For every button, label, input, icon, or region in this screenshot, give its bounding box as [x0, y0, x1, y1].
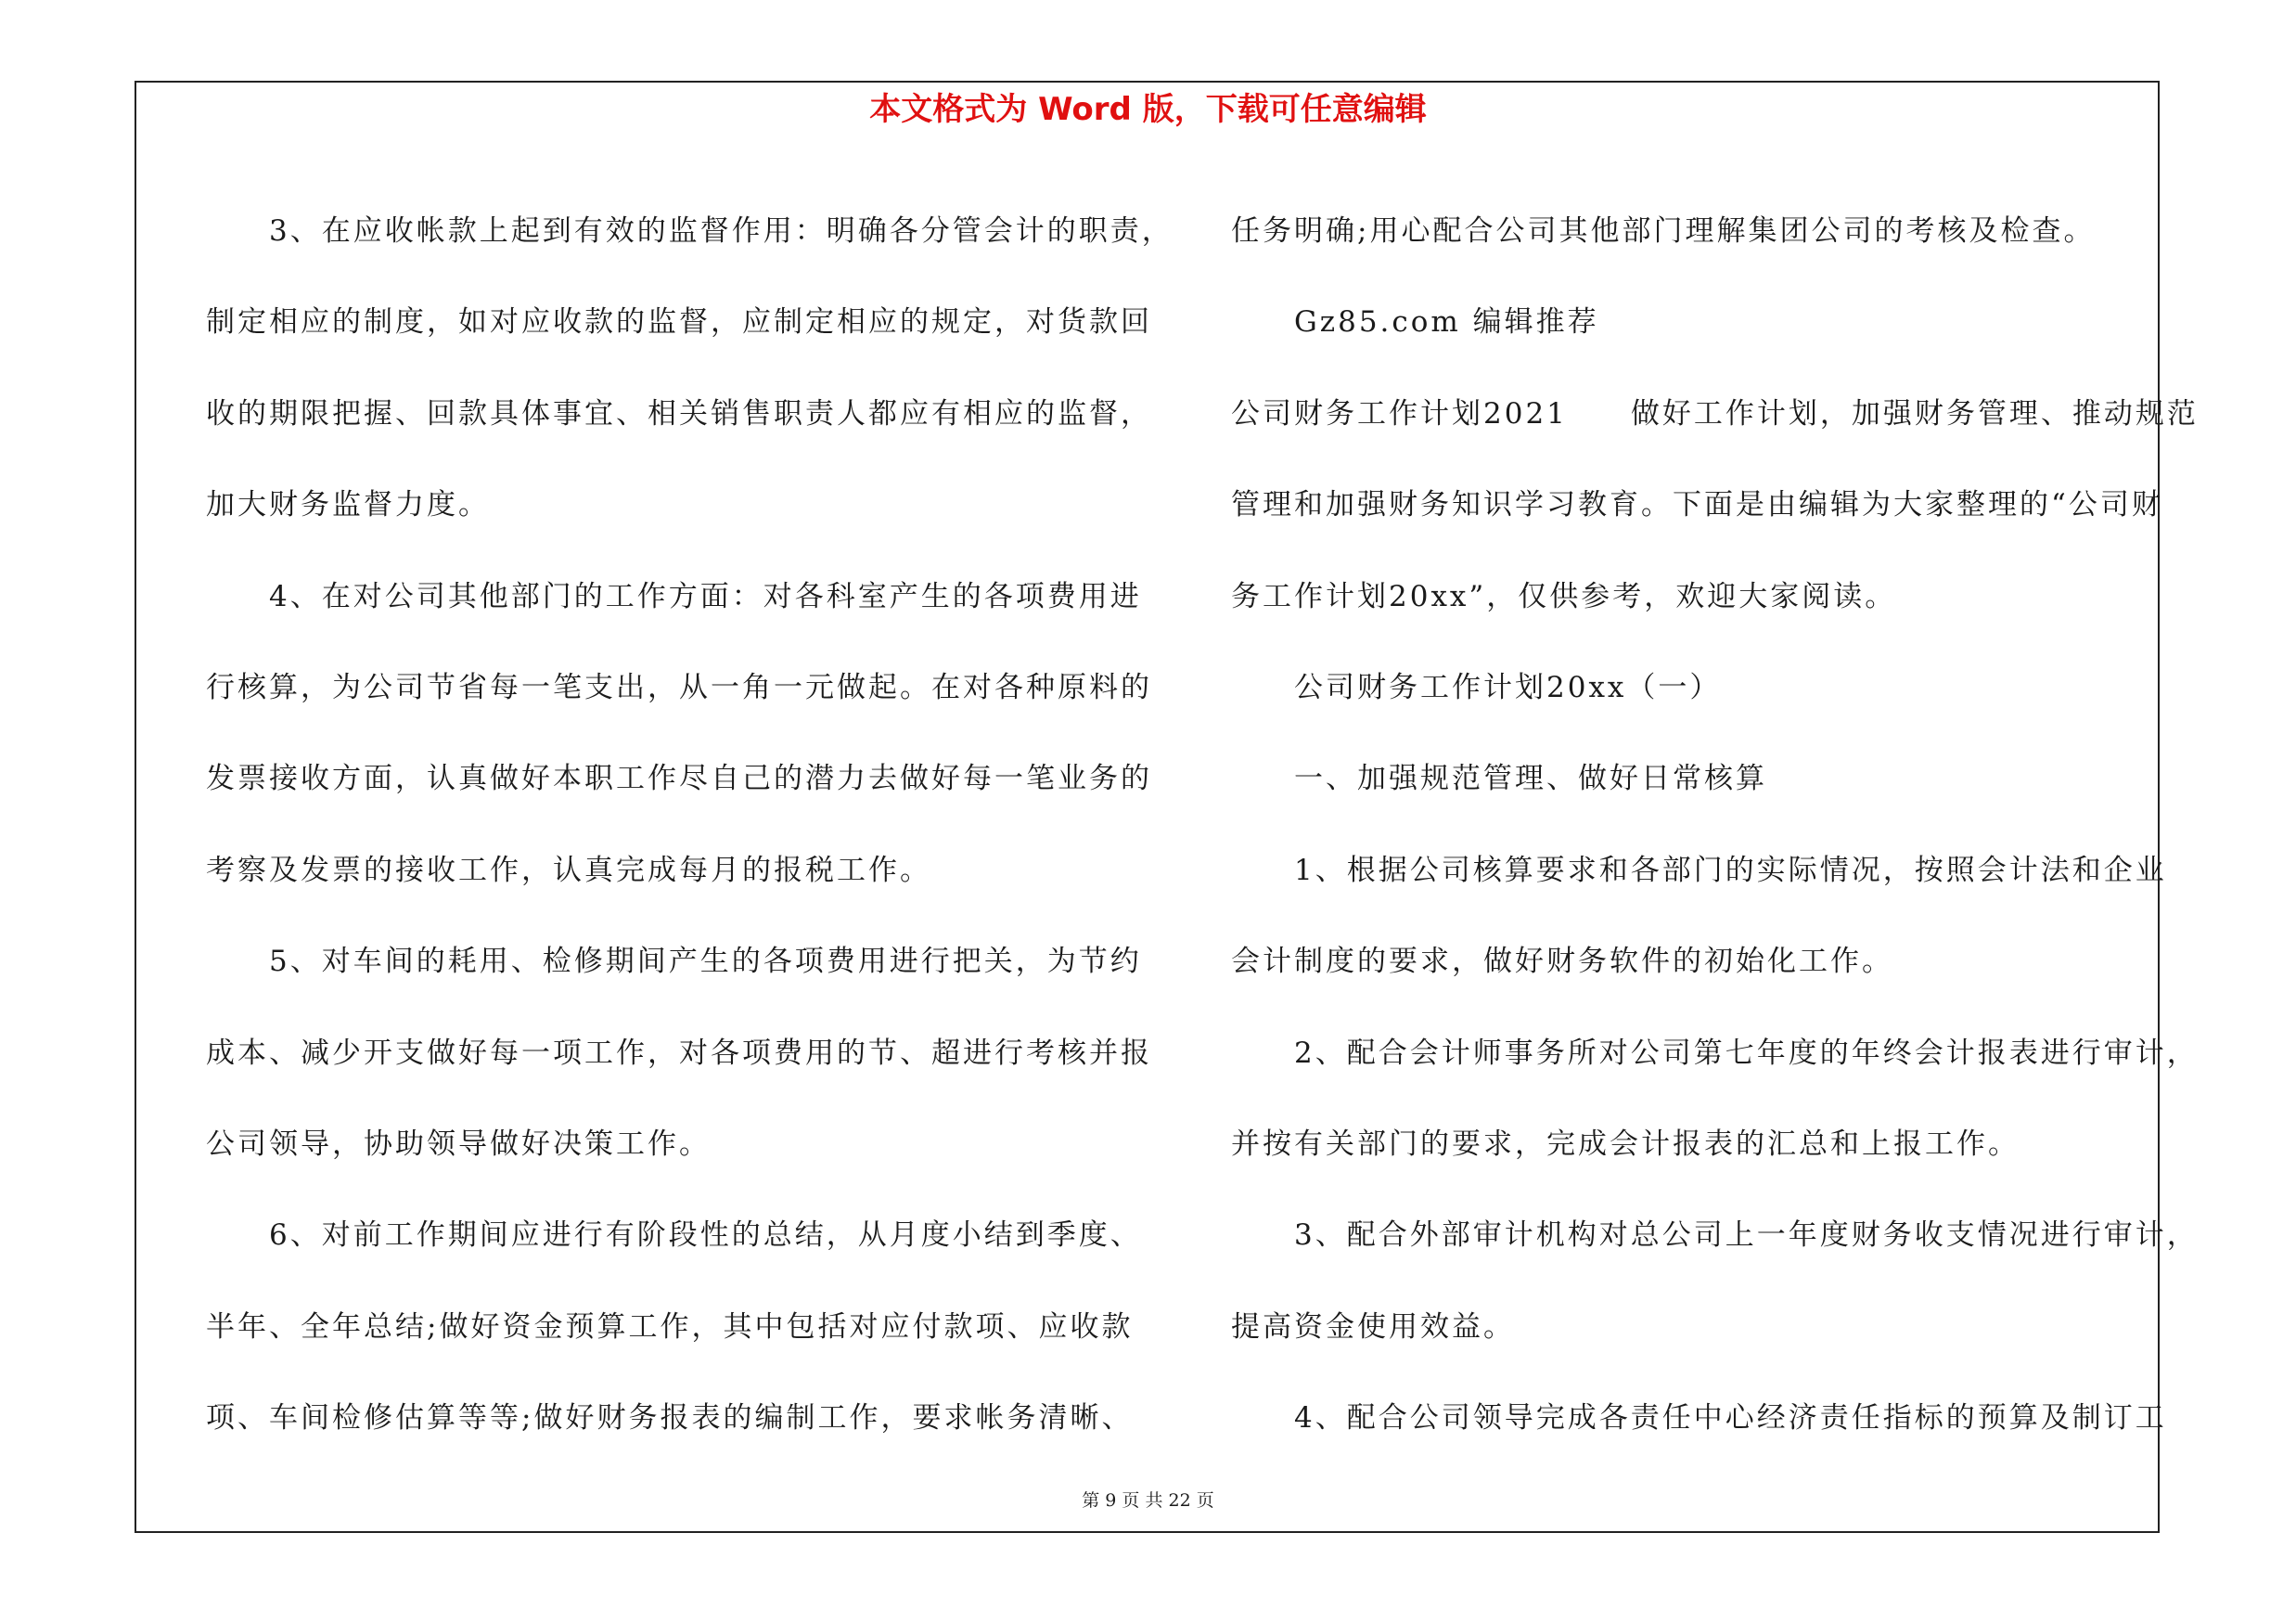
left-text-column	[206, 186, 1174, 1464]
text-line: 公司财务工作计划2021 做好工作计划，加强财务管理、推动规范	[1231, 396, 2199, 431]
text-line: 会计制度的要求，做好财务软件的初始化工作。	[1231, 945, 1893, 979]
text-line: 并按有关部门的要求，完成会计报表的汇总和上报工作。	[1231, 1127, 2020, 1162]
text-line: 6、对前工作期间应进行有阶段性的总结，从月度小结到季度、	[206, 1218, 1142, 1253]
text-line: 一、加强规范管理、做好日常核算	[1231, 762, 1767, 796]
text-line: Gz85.com 编辑推荐	[1231, 305, 1599, 340]
text-line: 4、在对公司其他部门的工作方面：对各科室产生的各项费用进	[206, 579, 1142, 613]
text-line: 务工作计划20xx”，仅供参考，欢迎大家阅读。	[1231, 579, 1897, 613]
page-number-footer: 第 9 页 共 22 页	[1082, 1490, 1214, 1511]
text-line: 成本、减少开支做好每一项工作，对各项费用的节、超进行考核并报	[206, 1036, 1152, 1070]
text-line: 4、配合公司领导完成各责任中心经济责任指标的预算及制订工	[1231, 1401, 2167, 1436]
text-line: 3、配合外部审计机构对总公司上一年度财务收支情况进行审计，	[1231, 1218, 2199, 1253]
text-line: 2、配合会计师事务所对公司第七年度的年终会计报表进行审计，	[1231, 1036, 2199, 1070]
text-line: 发票接收方面，认真做好本职工作尽自己的潜力去做好每一笔业务的	[206, 762, 1152, 796]
word-format-banner: 本文格式为 Word 版，下载可任意编辑	[869, 91, 1427, 128]
text-line: 行核算，为公司节省每一笔支出，从一角一元做起。在对各种原料的	[206, 671, 1152, 705]
text-line: 任务明确;用心配合公司其他部门理解集团公司的考核及检查。	[1231, 214, 2096, 248]
text-line: 公司领导，协助领导做好决策工作。	[206, 1127, 711, 1162]
text-line: 5、对车间的耗用、检修期间产生的各项费用进行把关，为节约	[206, 945, 1142, 979]
text-line: 加大财务监督力度。	[206, 488, 490, 522]
text-line: 1、根据公司核算要求和各部门的实际情况，按照会计法和企业	[1231, 853, 2167, 887]
text-line: 公司财务工作计划20xx（一）	[1231, 671, 1722, 705]
text-line: 项、车间检修估算等等;做好财务报表的编制工作，要求帐务清晰、	[206, 1401, 1134, 1436]
text-line: 考察及发票的接收工作，认真完成每月的报税工作。	[206, 853, 931, 887]
text-line: 制定相应的制度，如对应收款的监督，应制定相应的规定，对货款回	[206, 305, 1152, 340]
text-line: 3、在应收帐款上起到有效的监督作用：明确各分管会计的职责，	[206, 214, 1174, 248]
text-line: 提高资金使用效益。	[1231, 1309, 1515, 1344]
text-line: 收的期限把握、回款具体事宜、相关销售职责人都应有相应的监督，	[206, 396, 1152, 431]
text-line: 管理和加强财务知识学习教育。下面是由编辑为大家整理的“公司财	[1231, 488, 2163, 522]
right-text-column	[1231, 186, 2199, 1464]
text-line: 半年、全年总结;做好资金预算工作，其中包括对应付款项、应收款	[206, 1309, 1134, 1344]
